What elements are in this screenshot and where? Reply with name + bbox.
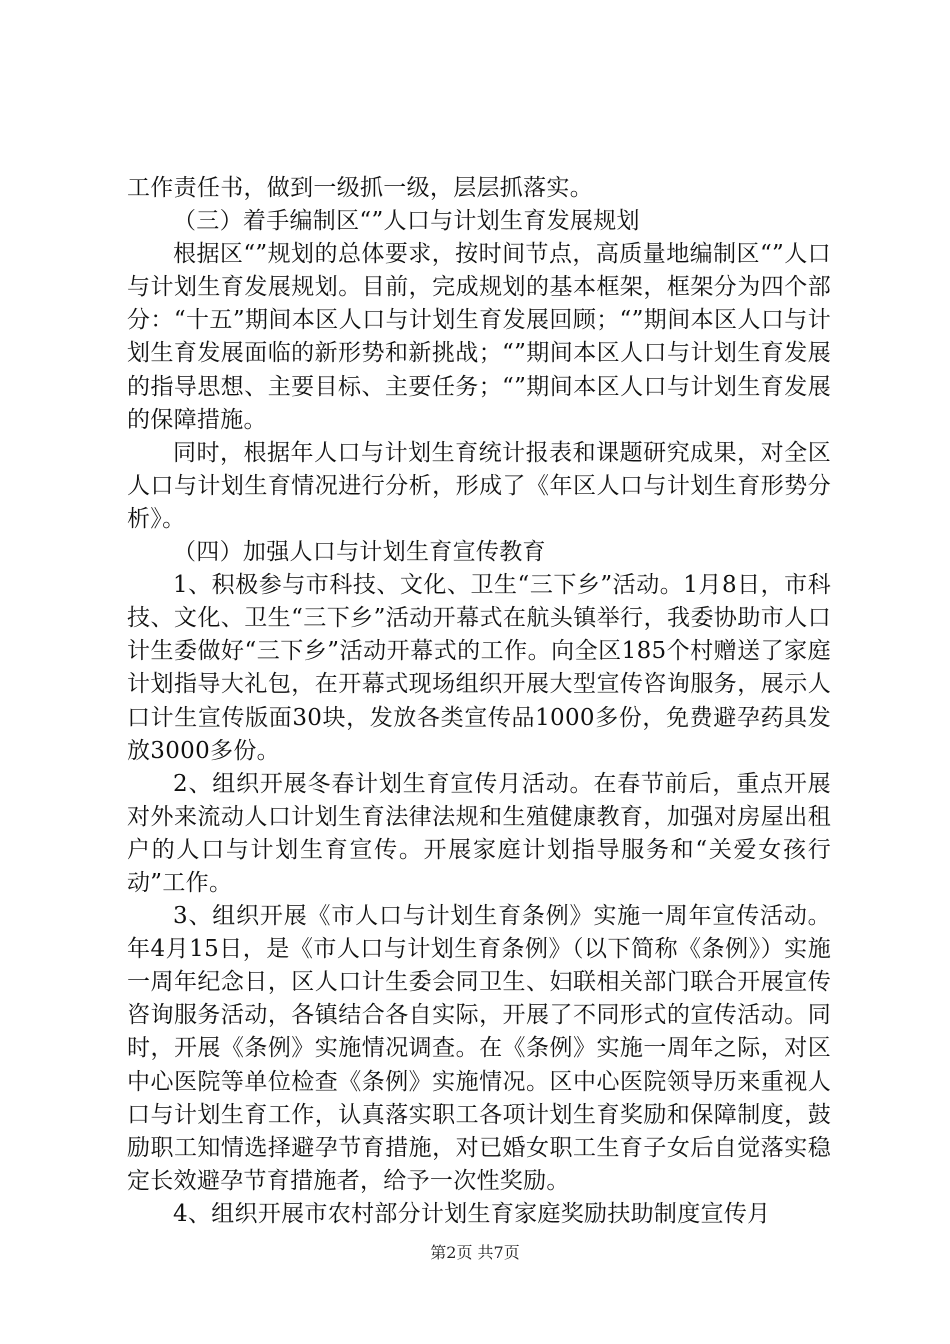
page-number: 第2页 共7页 [430, 1243, 520, 1262]
paragraph-analysis: 同时，根据年人口与计划生育统计报表和课题研究成果，对全区人口与计划生育情况进行分析，形成了《年区人口与计划生育形势分析》。 [127, 439, 831, 532]
page-footer [0, 1243, 950, 1263]
document-body [127, 172, 831, 1231]
section-heading-3: （三）着手编制区“”人口与计划生育发展规划 [173, 208, 640, 235]
paragraph-item-2: 2、组织开展冬春计划生育宣传月活动。在春节前后，重点开展对外来流动人口计划生育法律法规和生殖健康教育，加强对房屋出租户的人口与计划生育宣传。开展家庭计划指导服务和“关爱女孩行动”工作。 [127, 770, 831, 896]
paragraph-item-1: 1、积极参与市科技、文化、卫生“三下乡”活动。1月8日，市科技、文化、卫生“三下乡”活动开幕式在航头镇举行，我委协助市人口计生委做好“三下乡”活动开幕式的工作。向全区185个村赠送了家庭计划指导大礼包，在开幕式现场组织开展大型宣传咨询服务，展示人口计生宣传版面30块，发放各类宣传品1000多份，免费避孕药具发放3000多份。 [127, 572, 831, 764]
paragraph-plan: 根据区“”规划的总体要求，按时间节点，高质量地编制区“”人口与计划生育发展规划。目前，完成规划的基本框架，框架分为四个部分：“十五”期间本区人口与计划生育发展回顾；“”期间本区人口与计划生育发展面临的新形势和新挑战；“”期间本区人口与计划生育发展的指导思想、主要目标、主要任务；“”期间本区人口与计划生育发展的保障措施。 [127, 241, 831, 433]
section-heading-4: （四）加强人口与计划生育宣传教育 [173, 539, 546, 566]
paragraph-item-4: 4、组织开展市农村部分计划生育家庭奖励扶助制度宣传月 [173, 1200, 771, 1227]
paragraph-item-3: 3、组织开展《市人口与计划生育条例》实施一周年宣传活动。年4月15日，是《市人口与计划生育条例》（以下简称《条例》）实施一周年纪念日，区人口计生委会同卫生、妇联相关部门联合开展宣传咨询服务活动，各镇结合各自实际，开展了不同形式的宣传活动。同时，开展《条例》实施情况调查。在《条例》实施一周年之际，对区中心医院等单位检查《条例》实施情况。区中心医院领导历来重视人口与计划生育工作，认真落实职工各项计划生育奖励和保障制度，鼓励职工知情选择避孕节育措施，对已婚女职工生育子女后自觉落实稳定长效避孕节育措施者，给予一次性奖励。 [127, 903, 831, 1194]
paragraph-continuation: 工作责任书，做到一级抓一级，层层抓落实。 [127, 175, 593, 201]
